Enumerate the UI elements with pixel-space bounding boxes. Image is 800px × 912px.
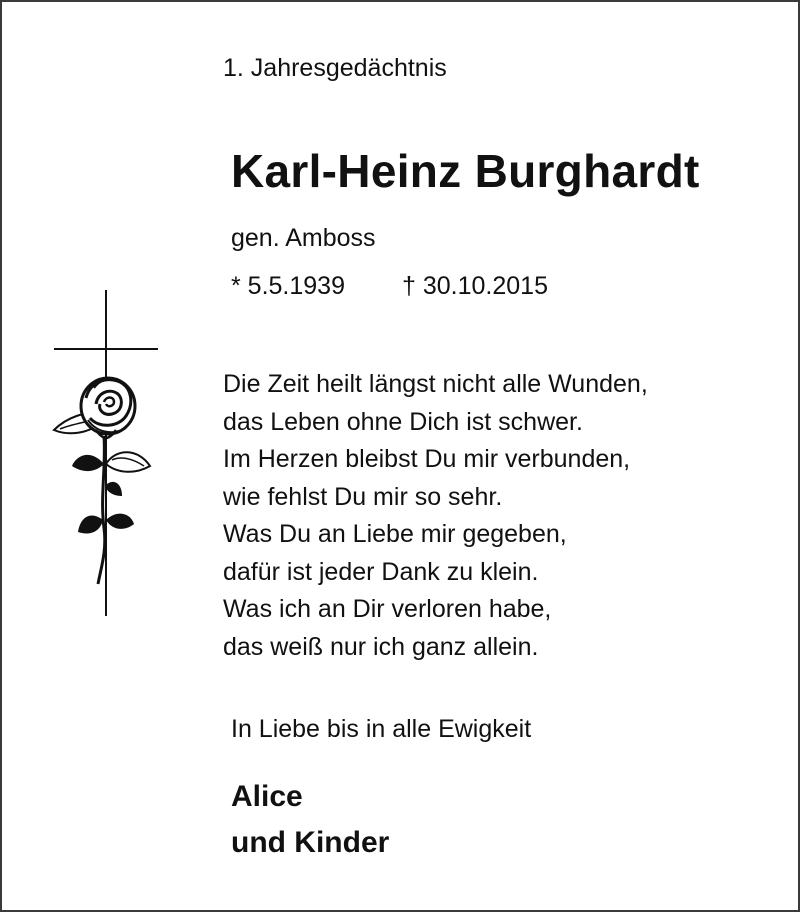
- poem-line: das weiß nur ich ganz allein.: [223, 632, 539, 661]
- deceased-name: Karl-Heinz Burghardt: [231, 145, 700, 197]
- signature-name: Alice: [231, 780, 303, 813]
- death-date: † 30.10.2015: [402, 272, 548, 300]
- signature-family: und Kinder: [231, 826, 390, 859]
- nickname: gen. Amboss: [231, 224, 376, 252]
- birth-date: * 5.5.1939: [231, 272, 345, 300]
- poem-line: Was Du an Liebe mir gegeben,: [223, 520, 567, 548]
- poem-line: Die Zeit heilt längst nicht alle Wunden,: [223, 370, 648, 398]
- poem-line: das Leben ohne Dich ist schwer.: [223, 407, 583, 436]
- poem-line: wie fehlst Du mir so sehr.: [223, 482, 503, 511]
- poem-line: Im Herzen bleibst Du mir verbunden,: [223, 445, 631, 473]
- poem-line: dafür ist jeder Dank zu klein.: [223, 557, 539, 586]
- closing-line: In Liebe bis in alle Ewigkeit: [231, 715, 532, 743]
- cross-with-rose-icon: [46, 288, 164, 620]
- poem-line: Was ich an Dir verloren habe,: [223, 595, 552, 623]
- anniversary-heading: 1. Jahresgedächtnis: [223, 54, 447, 82]
- poem: [223, 366, 648, 666]
